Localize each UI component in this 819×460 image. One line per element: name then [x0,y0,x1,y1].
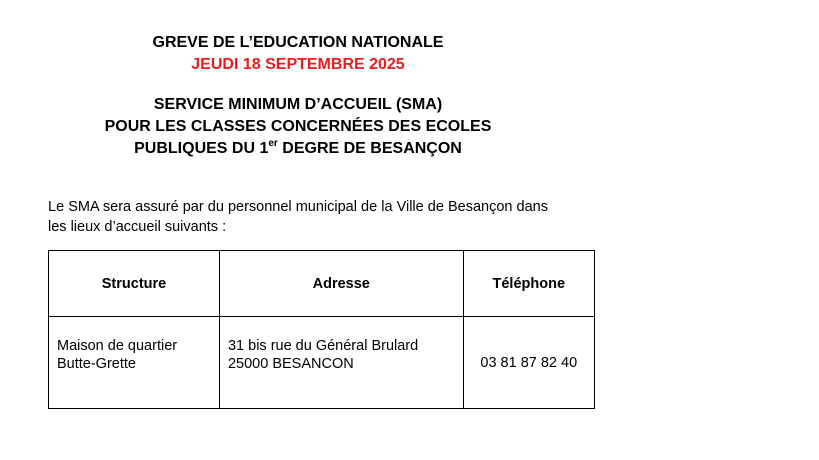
cell-phone [463,317,594,409]
intro-paragraph: Le SMA sera assuré par du personnel municipal de la Ville de Besançon dans les lieux d’accueil suivants : [48,199,548,235]
cell-address [219,317,463,409]
cell-structure [49,317,220,409]
table-row [49,317,595,409]
address-line-1: 31 bis rue du Général Brulard [227,338,419,354]
strike-title: GREVE DE L’EDUCATION NATIONALE [152,34,444,51]
subtitle-line-3 [48,138,548,160]
phone-number: 03 81 87 82 40 [480,354,578,371]
subtitle-line-2: POUR LES CLASSES CONCERNÉES DES ECOLES [104,118,492,135]
address-line-2: 25000 BESANCON [227,356,354,372]
subtitle-line-3-start: PUBLIQUES DU 1 [134,140,269,157]
structure-name-line-1: Maison de quartier [57,338,178,354]
header-phone: Téléphone [463,251,594,317]
table-header-row [49,251,595,317]
header-address: Adresse [219,251,463,317]
strike-date: JEUDI 18 SEPTEMBRE 2025 [191,56,405,73]
subtitle-line-3-end: DEGRE DE BESANÇON [277,140,462,157]
reception-locations-table [48,250,595,409]
subtitle-line-1: SERVICE MINIMUM D’ACCUEIL (SMA) [153,96,443,113]
header-structure: Structure [49,251,220,317]
structure-name-line-2: Butte-Grette [57,356,136,372]
service-subtitle [48,94,548,160]
ordinal-superscript: er [268,137,278,149]
